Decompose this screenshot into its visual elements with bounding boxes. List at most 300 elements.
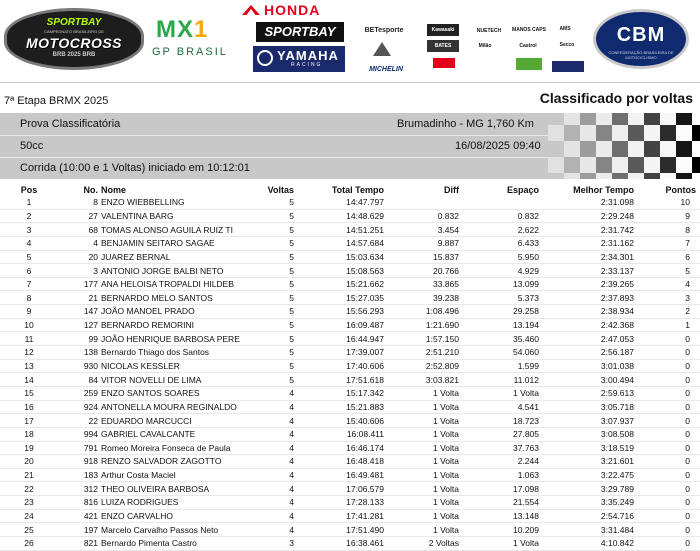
cell-laps: 4	[289, 442, 294, 453]
cell-points: 0	[685, 374, 690, 385]
cell-pos: 20	[24, 456, 34, 467]
cell-diff: 0.832	[437, 210, 459, 221]
table-row[interactable]	[0, 236, 700, 250]
cell-gap: 1.599	[517, 361, 539, 371]
cell-gap: 5.950	[517, 251, 539, 262]
sponsor-logo	[516, 58, 542, 70]
cell-diff: 9.887	[437, 238, 459, 249]
table-row[interactable]	[0, 537, 700, 551]
flag-square	[676, 141, 692, 157]
flag-square	[644, 173, 660, 179]
mx1-text: MX	[156, 16, 194, 43]
cell-laps: 4	[289, 497, 294, 508]
cell-gap: 13.099	[513, 279, 539, 290]
cell-name: ANTONIO JORGE BALBI NETO	[101, 265, 224, 276]
cell-best-time: 3:00.494	[600, 374, 634, 385]
cell-diff: 1 Volta	[433, 401, 459, 412]
cell-diff: 1:57.150	[425, 333, 459, 344]
cell-pos: 19	[24, 442, 34, 453]
table-row[interactable]	[0, 386, 700, 400]
sponsor-logo	[433, 58, 455, 68]
cell-total-time: 15:27.035	[346, 292, 384, 303]
col-header-pos[interactable]: Pos	[20, 184, 38, 195]
cell-total-time: 14:48.629	[346, 210, 384, 221]
cell-number: 312	[83, 483, 98, 494]
sponsor-logo: NUETECH	[468, 27, 510, 35]
cell-points: 0	[685, 361, 690, 371]
cell-name: JUAREZ BERNAL	[101, 251, 171, 262]
flag-square	[596, 157, 612, 173]
col-header-total-time[interactable]: Total Tempo	[331, 184, 384, 195]
cell-pos: 16	[24, 401, 34, 412]
cell-number: 138	[83, 347, 98, 358]
cell-best-time: 3:07.937	[600, 415, 634, 426]
flag-square	[628, 173, 644, 179]
cell-points: 1	[685, 320, 690, 331]
table-row[interactable]	[0, 373, 700, 387]
yamaha-tuning-fork-icon	[257, 50, 273, 66]
cell-laps: 5	[289, 374, 294, 385]
cell-diff: 3:03.821	[425, 374, 459, 385]
category: 50cc	[20, 140, 44, 152]
cell-name: RENZO SALVADOR ZAGOTTO	[101, 456, 222, 467]
table-row[interactable]	[0, 277, 700, 291]
cell-name: TOMAS ALONSO AGUILA RUIZ TI	[101, 224, 233, 235]
cell-diff: 15.837	[433, 251, 459, 262]
sponsor-logo: Secco	[552, 40, 582, 50]
mx1-logo	[150, 14, 248, 64]
cell-gap: 29.258	[513, 306, 539, 317]
cell-name: Marcelo Carvalho Passos Neto	[101, 524, 219, 535]
flag-square	[692, 113, 700, 125]
cell-laps: 5	[289, 306, 294, 317]
table-row[interactable]	[0, 223, 700, 237]
table-header-row	[0, 183, 700, 196]
cell-pos: 12	[24, 347, 34, 358]
cell-points: 0	[685, 483, 690, 494]
cell-name: NICOLAS KESSLER	[101, 361, 180, 371]
table-row[interactable]	[0, 468, 700, 482]
cell-gap: 4.541	[517, 401, 539, 412]
cell-best-time: 3:21.601	[600, 456, 634, 467]
cell-points: 0	[685, 347, 690, 358]
report-title: Classificado por voltas	[539, 90, 693, 106]
cell-best-time: 3:29.789	[600, 483, 634, 494]
event-logo-year: BRB 2025 BRB	[52, 52, 96, 58]
cell-name: GABRIEL CAVALCANTE	[101, 429, 196, 440]
sponsor-logo: BATES	[427, 40, 459, 52]
cell-points: 0	[685, 388, 690, 399]
flag-square	[548, 113, 564, 125]
cell-name: ENZO SANTOS SOARES	[101, 388, 200, 399]
cell-laps: 5	[289, 265, 294, 276]
cell-laps: 5	[289, 347, 294, 358]
cell-total-time: 14:57.684	[346, 238, 384, 249]
col-header-number[interactable]: No.	[83, 184, 98, 195]
flag-square	[612, 141, 628, 157]
yamaha-text: YAMAHA	[277, 48, 339, 63]
cell-total-time: 15:08.563	[346, 265, 384, 276]
cell-name: ANA HELOISA TROPALDI HILDEB	[101, 279, 234, 290]
honda-wing-icon	[242, 5, 260, 15]
cell-total-time: 17:39.007	[346, 347, 384, 358]
cell-pos: 7	[26, 279, 32, 290]
honda-text: HONDA	[264, 2, 321, 18]
cell-number: 8	[93, 197, 98, 208]
mx1-number: 1	[194, 16, 209, 43]
cell-best-time: 2:39.265	[600, 279, 634, 290]
cell-name: Arthur Costa Maciel	[101, 470, 176, 481]
flag-square	[564, 157, 580, 173]
table-row[interactable]	[0, 441, 700, 455]
cell-points: 9	[685, 210, 690, 221]
cell-name: LUIZA RODRIGUES	[101, 497, 179, 508]
flag-square	[628, 125, 644, 141]
flag-square	[580, 113, 596, 125]
cell-total-time: 15:56.293	[346, 306, 384, 317]
cell-number: 918	[83, 456, 98, 467]
cell-points: 4	[685, 279, 690, 290]
cell-diff	[384, 196, 459, 209]
cell-name: BERNARDO REMORINI	[101, 320, 195, 331]
cell-gap	[459, 196, 539, 209]
cell-best-time: 3:01.038	[600, 361, 634, 371]
table-row[interactable]	[0, 291, 700, 305]
cell-best-time: 2:33.137	[600, 265, 634, 276]
flag-square	[596, 125, 612, 141]
sponsor-logo: MANOS CAPS	[512, 24, 546, 36]
cell-points: 0	[685, 538, 690, 549]
cell-laps: 3	[289, 538, 294, 549]
cell-points: 8	[685, 224, 690, 235]
flag-square	[660, 141, 676, 157]
cell-gap: 2.622	[517, 224, 539, 235]
cell-points: 6	[685, 251, 690, 262]
cell-gap: 17.098	[513, 483, 539, 494]
cell-laps: 5	[289, 251, 294, 262]
cell-total-time: 14:47.797	[346, 197, 384, 208]
flag-square	[548, 125, 564, 141]
cell-diff: 3.454	[437, 224, 459, 235]
cell-name: Romeo Moreira Fonseca de Paula	[101, 442, 231, 453]
cell-gap: 13.194	[513, 320, 539, 331]
flag-square	[692, 125, 700, 141]
flag-square	[660, 113, 676, 125]
flag-square	[564, 125, 580, 141]
cell-laps: 4	[289, 456, 294, 467]
cell-best-time: 3:35.249	[600, 497, 634, 508]
table-row[interactable]	[0, 196, 700, 209]
cell-best-time: 2:34.301	[600, 251, 634, 262]
cell-best-time: 2:47.053	[600, 333, 634, 344]
cell-name: BERNARDO MELO SANTOS	[101, 292, 213, 303]
cell-best-time: 3:08.508	[600, 429, 634, 440]
sponsor-banner	[0, 0, 700, 83]
cell-best-time: 3:18.519	[600, 442, 634, 453]
cell-pos: 8	[26, 292, 32, 303]
cell-gap: 4.929	[517, 265, 539, 276]
flag-square	[612, 173, 628, 179]
cell-points: 3	[685, 292, 690, 303]
info-divider	[0, 157, 550, 158]
cell-gap: 1 Volta	[513, 388, 539, 399]
cell-name: ENZO CARVALHO	[101, 511, 173, 522]
flag-square	[596, 113, 612, 125]
flag-square	[660, 157, 676, 173]
cell-laps: 4	[289, 388, 294, 399]
cell-number: 21	[88, 292, 98, 303]
flag-square	[564, 141, 580, 157]
cell-name: THEO OLIVEIRA BARBOSA	[101, 483, 210, 494]
cell-points: 0	[685, 511, 690, 522]
session-info-panel	[0, 113, 700, 179]
table-row[interactable]	[0, 209, 700, 223]
cell-points: 0	[685, 524, 690, 535]
cell-laps: 4	[289, 511, 294, 522]
cell-total-time: 14:51.251	[346, 224, 384, 235]
cell-number: 68	[88, 224, 98, 235]
cell-pos: 9	[26, 306, 32, 317]
cell-points: 0	[685, 497, 690, 508]
sponsor-logo	[552, 61, 584, 72]
flag-square	[628, 157, 644, 173]
cell-points: 10	[680, 197, 690, 208]
col-header-points[interactable]: Pontos	[665, 184, 696, 195]
flag-square	[692, 173, 700, 179]
flag-square	[660, 125, 676, 141]
info-divider	[0, 135, 550, 136]
event-logo-name: MOTOCROSS	[25, 35, 123, 51]
cell-number: 177	[83, 279, 98, 290]
cell-points: 0	[685, 401, 690, 412]
col-header-best-time[interactable]: Melhor Tempo	[573, 184, 634, 195]
cell-number: 99	[88, 333, 98, 344]
cell-laps: 5	[289, 279, 294, 290]
flag-square	[612, 157, 628, 173]
cell-diff: 1 Volta	[433, 470, 459, 481]
table-row[interactable]	[0, 455, 700, 469]
cell-name: ENZO WIEBBELLING	[101, 197, 185, 208]
cbm-subtext: CONFEDERAÇÃO BRASILEIRA DE MOTOCICLISMO	[608, 50, 674, 60]
cell-diff: 1 Volta	[433, 415, 459, 426]
cell-gap: 5.373	[517, 292, 539, 303]
table-row[interactable]	[0, 509, 700, 523]
cell-diff: 33.865	[433, 279, 459, 290]
cell-points: 0	[685, 429, 690, 440]
cell-diff: 1 Volta	[433, 429, 459, 440]
cell-number: 27	[88, 210, 98, 221]
cell-laps: 5	[289, 197, 294, 208]
cell-laps: 5	[289, 224, 294, 235]
cell-pos: 2	[26, 210, 32, 221]
col-header-name[interactable]: Nome	[101, 184, 127, 195]
yamaha-logo	[253, 46, 345, 72]
table-row[interactable]	[0, 264, 700, 278]
cell-best-time: 3:05.718	[600, 401, 634, 412]
cell-gap: 35.460	[513, 333, 539, 344]
cell-laps: 4	[289, 429, 294, 440]
cell-diff: 20.766	[433, 265, 459, 276]
race-info: Corrida (10:00 e 1 Voltas) iniciado em 10:12:01	[20, 162, 250, 174]
stage-title: 7ª Etapa BRMX 2025	[4, 95, 109, 107]
table-row[interactable]	[0, 332, 700, 346]
cell-best-time: 2:56.187	[600, 347, 634, 358]
flag-square	[612, 113, 628, 125]
cell-diff: 2 Voltas	[428, 538, 459, 549]
cell-laps: 5	[289, 320, 294, 331]
cell-total-time: 17:06.579	[346, 483, 384, 494]
cell-diff: 1 Volta	[433, 456, 459, 467]
cell-total-time: 17:51.618	[346, 374, 384, 385]
cell-laps: 4	[289, 483, 294, 494]
cell-gap: 13.148	[513, 511, 539, 522]
cell-gap: 21.554	[513, 497, 539, 508]
table-row[interactable]	[0, 496, 700, 510]
cell-total-time: 17:40.606	[346, 361, 384, 371]
cell-total-time: 15:21.883	[346, 401, 384, 412]
cell-total-time: 16:48.418	[346, 456, 384, 467]
flag-square	[596, 173, 612, 179]
cell-laps: 5	[289, 292, 294, 303]
flag-square	[580, 141, 596, 157]
cell-best-time: 2:38.934	[600, 306, 634, 317]
flag-square	[676, 113, 692, 125]
sponsor-logo	[468, 60, 508, 68]
col-header-gap[interactable]: Espaço	[506, 184, 539, 195]
table-row[interactable]	[0, 482, 700, 496]
cell-name: ANTONELLA MOURA REGINALDO	[101, 401, 237, 412]
cell-number: 22	[88, 415, 98, 426]
table-row[interactable]	[0, 400, 700, 414]
cell-pos: 21	[24, 470, 34, 481]
cell-pos: 23	[24, 497, 34, 508]
triangle-logo-icon	[373, 42, 391, 56]
flag-square	[644, 141, 660, 157]
cell-laps: 4	[289, 524, 294, 535]
cell-points: 2	[685, 306, 690, 317]
cell-diff: 1 Volta	[433, 388, 459, 399]
betesporte-logo: BETesporte	[364, 27, 404, 34]
cell-total-time: 15:03.634	[346, 251, 384, 262]
cell-pos: 18	[24, 429, 34, 440]
honda-logo	[242, 2, 354, 18]
cell-pos: 25	[24, 524, 34, 535]
flag-square	[692, 141, 700, 157]
cell-points: 0	[685, 333, 690, 344]
cell-diff: 1:08.496	[425, 306, 459, 317]
event-logo	[4, 8, 144, 70]
cell-number: 183	[83, 470, 98, 481]
cell-laps: 5	[289, 238, 294, 249]
cell-best-time: 3:31.484	[600, 524, 634, 535]
sponsor-logo: Milão	[468, 42, 502, 50]
table-row[interactable]	[0, 414, 700, 428]
cell-best-time: 2:59.613	[600, 388, 634, 399]
title-row	[0, 87, 700, 113]
cell-name: VITOR NOVELLI DE LIMA	[101, 374, 202, 385]
cell-number: 4	[93, 238, 98, 249]
cell-total-time: 16:49.481	[346, 470, 384, 481]
cell-points: 0	[685, 470, 690, 481]
cell-laps: 5	[289, 361, 294, 371]
cell-gap: 27.805	[513, 429, 539, 440]
cell-best-time: 2:29.248	[600, 210, 634, 221]
cell-pos: 3	[26, 224, 32, 235]
cell-total-time: 16:08.411	[346, 429, 384, 440]
col-header-diff[interactable]: Diff	[444, 184, 459, 195]
flag-square	[644, 113, 660, 125]
cell-pos: 10	[24, 320, 34, 331]
cell-name: Bernardo Pimenta Castro	[101, 538, 197, 549]
cell-total-time: 16:44.947	[346, 333, 384, 344]
table-row[interactable]	[0, 523, 700, 537]
cell-points: 7	[685, 238, 690, 249]
cell-points: 0	[685, 442, 690, 453]
cell-pos: 26	[24, 538, 34, 549]
cell-number: 930	[83, 361, 98, 371]
cell-best-time: 4:10.842	[600, 538, 634, 549]
cell-number: 816	[83, 497, 98, 508]
cell-pos: 11	[24, 333, 34, 344]
cell-name: Bernardo Thiago dos Santos	[101, 347, 210, 358]
cell-number: 84	[88, 374, 98, 385]
cell-total-time: 17:28.133	[346, 497, 384, 508]
flag-square	[564, 113, 580, 125]
table-row[interactable]	[0, 318, 700, 332]
sponsor-logo: Kawasaki	[427, 24, 459, 36]
col-header-laps[interactable]: Voltas	[267, 184, 294, 195]
flag-square	[548, 157, 564, 173]
cell-diff: 1 Volta	[433, 497, 459, 508]
cell-number: 821	[83, 538, 98, 549]
cell-gap: 11.012	[513, 374, 539, 385]
cell-gap: 2.244	[517, 456, 539, 467]
flag-square	[676, 173, 692, 179]
flag-square	[612, 125, 628, 141]
session-name: Prova Classificatória	[20, 118, 121, 130]
cell-number: 197	[83, 524, 98, 535]
cell-pos: 22	[24, 483, 34, 494]
table-row[interactable]	[0, 250, 700, 264]
cell-laps: 4	[289, 401, 294, 412]
cell-number: 147	[83, 306, 98, 317]
cell-number: 791	[83, 442, 98, 453]
cell-number: 924	[83, 401, 98, 412]
table-row[interactable]	[0, 359, 700, 373]
cell-number: 421	[83, 511, 98, 522]
cell-laps: 5	[289, 333, 294, 344]
cell-pos: 13	[24, 361, 34, 371]
cell-laps: 4	[289, 470, 294, 481]
session-datetime: 16/08/2025 09:40	[455, 140, 541, 152]
cell-name: JOÃO HENRIQUE BARBOSA PERE	[101, 333, 240, 344]
flag-square	[596, 141, 612, 157]
cell-best-time: 2:54.716	[600, 511, 634, 522]
cell-diff: 1:21.690	[425, 320, 459, 331]
flag-square	[628, 141, 644, 157]
cell-total-time: 15:21.662	[346, 279, 384, 290]
table-row[interactable]	[0, 427, 700, 441]
cell-diff: 1 Volta	[433, 511, 459, 522]
flag-square	[692, 157, 700, 173]
flag-square	[548, 141, 564, 157]
flag-square	[660, 173, 676, 179]
table-row[interactable]	[0, 305, 700, 319]
cell-gap: 1.063	[517, 470, 539, 481]
michelin-logo: MICHELIN	[369, 66, 403, 73]
cell-diff: 1 Volta	[433, 524, 459, 535]
table-row[interactable]	[0, 346, 700, 360]
